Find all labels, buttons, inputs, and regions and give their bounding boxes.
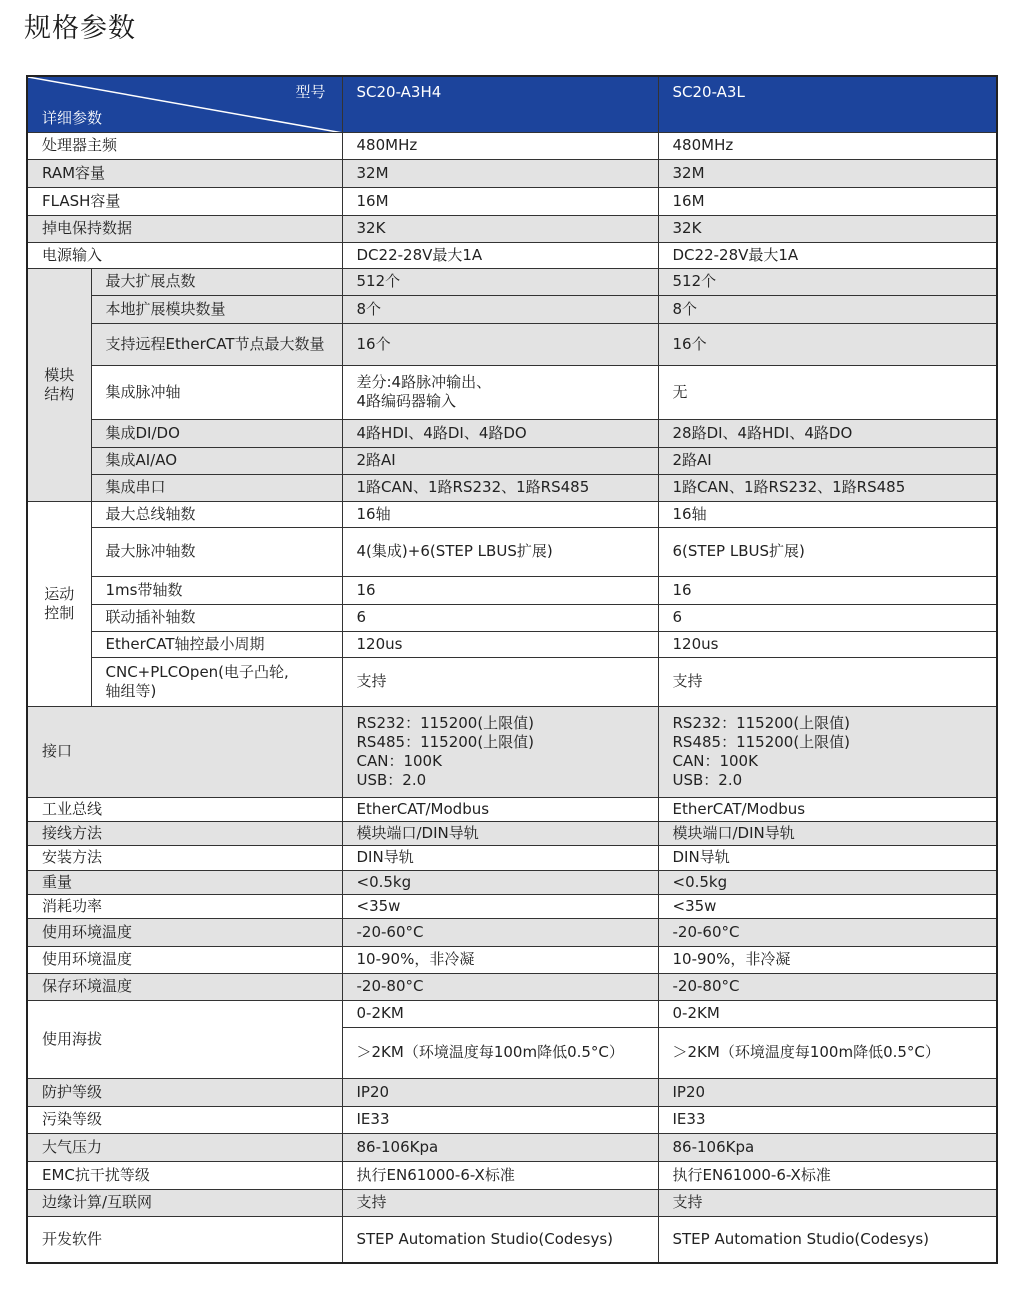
value-model-1: 模块端口/DIN导轨 <box>342 821 658 845</box>
table-row <box>27 447 997 474</box>
row-label: 使用环境温度 <box>27 918 342 946</box>
row-label: 集成脉冲轴 <box>91 365 342 419</box>
value-model-1: 16个 <box>342 323 658 365</box>
value-model-1: <0.5kg <box>342 870 658 894</box>
value-model-1: <35w <box>342 894 658 918</box>
value-model-2: 0-2KM <box>658 1000 997 1027</box>
value-model-1: DIN导轨 <box>342 845 658 870</box>
value-model-1: 120us <box>342 631 658 657</box>
value-model-1: 4路HDI、4路DI、4路DO <box>342 419 658 447</box>
row-label: 污染等级 <box>27 1106 342 1133</box>
value-model-1: 2路AI <box>342 447 658 474</box>
table-row <box>27 187 997 215</box>
page-title: 规格参数 <box>24 13 136 44</box>
table-row <box>27 242 997 268</box>
value-model-2: <35w <box>658 894 997 918</box>
value-model-1: IE33 <box>342 1106 658 1133</box>
value-model-2: 执行EN61000-6-X标准 <box>658 1161 997 1189</box>
row-label: 电源输入 <box>27 242 342 268</box>
value-model-1: 8个 <box>342 295 658 323</box>
value-model-2: 16个 <box>658 323 997 365</box>
table-row <box>27 576 997 604</box>
value-model-1: 支持 <box>342 657 658 706</box>
value-model-1: EtherCAT/Modbus <box>342 797 658 821</box>
value-model-1: IP20 <box>342 1078 658 1106</box>
value-model-2: 512个 <box>658 268 997 295</box>
row-label: 接线方法 <box>27 821 342 845</box>
row-label: 最大扩展点数 <box>91 268 342 295</box>
table-row <box>27 797 997 821</box>
row-label: 工业总线 <box>27 797 342 821</box>
table-row <box>27 323 997 365</box>
table-row <box>27 501 997 527</box>
row-label: 处理器主频 <box>27 132 342 159</box>
value-model-1: 执行EN61000-6-X标准 <box>342 1161 658 1189</box>
value-model-1: 32K <box>342 215 658 242</box>
value-model-2: ＞2KM（环境温度每100m降低0.5°C） <box>658 1027 997 1078</box>
value-model-2: 8个 <box>658 295 997 323</box>
table-row <box>27 946 997 973</box>
value-model-1: 0-2KM <box>342 1000 658 1027</box>
model-label: 型号 <box>295 83 326 101</box>
value-model-2: 6(STEP LBUS扩展) <box>658 527 997 576</box>
row-label: 联动插补轴数 <box>91 604 342 631</box>
table-row <box>27 1106 997 1133</box>
value-model-1: 512个 <box>342 268 658 295</box>
row-label: 防护等级 <box>27 1078 342 1106</box>
row-label: 本地扩展模块数量 <box>91 295 342 323</box>
value-model-2: 86-106Kpa <box>658 1133 997 1161</box>
table-row <box>27 1078 997 1106</box>
table-row <box>27 419 997 447</box>
value-model-2: DC22-28V最大1A <box>658 242 997 268</box>
row-label: 开发软件 <box>27 1216 342 1263</box>
row-label: 集成DI/DO <box>91 419 342 447</box>
value-model-2: 10-90%，非冷凝 <box>658 946 997 973</box>
table-row <box>27 295 997 323</box>
table-row <box>27 657 997 706</box>
value-model-2: 28路DI、4路HDI、4路DO <box>658 419 997 447</box>
value-model-2: IE33 <box>658 1106 997 1133</box>
value-model-2: 2路AI <box>658 447 997 474</box>
value-model-1: 4(集成)+6(STEP LBUS扩展) <box>342 527 658 576</box>
value-model-2: -20-60°C <box>658 918 997 946</box>
row-label: FLASH容量 <box>27 187 342 215</box>
value-model-1: 16轴 <box>342 501 658 527</box>
value-model-2: 1路CAN、1路RS232、1路RS485 <box>658 474 997 501</box>
group-label-module: 模块 结构 <box>27 268 91 501</box>
value-model-1: 6 <box>342 604 658 631</box>
row-label: 最大脉冲轴数 <box>91 527 342 576</box>
value-model-1: 16 <box>342 576 658 604</box>
row-label: EMC抗干扰等级 <box>27 1161 342 1189</box>
row-label: 安装方法 <box>27 845 342 870</box>
table-row <box>27 1216 997 1263</box>
value-model-2: DIN导轨 <box>658 845 997 870</box>
table-row <box>27 1000 997 1027</box>
value-model-1: 480MHz <box>342 132 658 159</box>
table-row <box>27 159 997 187</box>
value-model-2: -20-80°C <box>658 973 997 1000</box>
value-model-2: 16 <box>658 576 997 604</box>
row-label: 支持远程EtherCAT节点最大数量 <box>91 323 342 365</box>
value-model-1: DC22-28V最大1A <box>342 242 658 268</box>
value-model-2: 32M <box>658 159 997 187</box>
row-label: 集成串口 <box>91 474 342 501</box>
value-model-2: IP20 <box>658 1078 997 1106</box>
table-row <box>27 973 997 1000</box>
row-label: 集成AI/AO <box>91 447 342 474</box>
value-model-2: RS232：115200(上限值) RS485：115200(上限值) CAN：100K USB：2.0 <box>658 706 997 797</box>
row-label: 掉电保持数据 <box>27 215 342 242</box>
table-row <box>27 918 997 946</box>
value-model-1: STEP Automation Studio(Codesys) <box>342 1216 658 1263</box>
value-model-2: <0.5kg <box>658 870 997 894</box>
value-model-1: 10-90%，非冷凝 <box>342 946 658 973</box>
table-row <box>27 631 997 657</box>
value-model-1: 16M <box>342 187 658 215</box>
value-model-2: 支持 <box>658 657 997 706</box>
model-name-2: SC20-A3L <box>658 76 997 132</box>
header-corner-cell <box>27 76 342 132</box>
row-label: 边缘计算/互联网 <box>27 1189 342 1216</box>
value-model-1: 32M <box>342 159 658 187</box>
table-row <box>27 527 997 576</box>
value-model-2: EtherCAT/Modbus <box>658 797 997 821</box>
value-model-2: 480MHz <box>658 132 997 159</box>
row-label: 大气压力 <box>27 1133 342 1161</box>
row-label: 最大总线轴数 <box>91 501 342 527</box>
table-row <box>27 845 997 870</box>
value-model-2: 16M <box>658 187 997 215</box>
table-row <box>27 1161 997 1189</box>
value-model-2: 模块端口/DIN导轨 <box>658 821 997 845</box>
model-name-1: SC20-A3H4 <box>342 76 658 132</box>
row-label: 保存环境温度 <box>27 973 342 1000</box>
row-label: 重量 <box>27 870 342 894</box>
value-model-1: 86-106Kpa <box>342 1133 658 1161</box>
value-model-2: STEP Automation Studio(Codesys) <box>658 1216 997 1263</box>
value-model-2: 6 <box>658 604 997 631</box>
table-row <box>27 706 997 797</box>
table-row <box>27 1133 997 1161</box>
table-row <box>27 604 997 631</box>
row-label: RAM容量 <box>27 159 342 187</box>
row-label: 消耗功率 <box>27 894 342 918</box>
row-label-interface: 接口 <box>27 706 342 797</box>
value-model-2: 32K <box>658 215 997 242</box>
row-label-altitude: 使用海拔 <box>27 1000 342 1078</box>
table-row <box>27 365 997 419</box>
value-model-2: 16轴 <box>658 501 997 527</box>
value-model-1: RS232：115200(上限值) RS485：115200(上限值) CAN：100K USB：2.0 <box>342 706 658 797</box>
table-row <box>27 132 997 159</box>
row-label: 使用环境温度 <box>27 946 342 973</box>
value-model-2: 无 <box>658 365 997 419</box>
value-model-1: -20-80°C <box>342 973 658 1000</box>
value-model-1: 差分:4路脉冲输出、 4路编码器输入 <box>342 365 658 419</box>
value-model-1: 1路CAN、1路RS232、1路RS485 <box>342 474 658 501</box>
table-row <box>27 1189 997 1216</box>
row-label: 1ms带轴数 <box>91 576 342 604</box>
spec-table <box>26 75 998 1264</box>
row-label: CNC+PLCOpen(电子凸轮, 轴组等) <box>91 657 342 706</box>
value-model-2: 支持 <box>658 1189 997 1216</box>
param-label: 详细参数 <box>42 108 103 127</box>
value-model-1: ＞2KM（环境温度每100m降低0.5°C） <box>342 1027 658 1078</box>
table-row <box>27 821 997 845</box>
table-row <box>27 268 997 295</box>
table-row <box>27 215 997 242</box>
row-label: EtherCAT轴控最小周期 <box>91 631 342 657</box>
group-label-motion: 运动 控制 <box>27 501 91 706</box>
table-row <box>27 474 997 501</box>
table-row <box>27 894 997 918</box>
value-model-2: 120us <box>658 631 997 657</box>
value-model-1: 支持 <box>342 1189 658 1216</box>
table-row <box>27 870 997 894</box>
value-model-1: -20-60°C <box>342 918 658 946</box>
